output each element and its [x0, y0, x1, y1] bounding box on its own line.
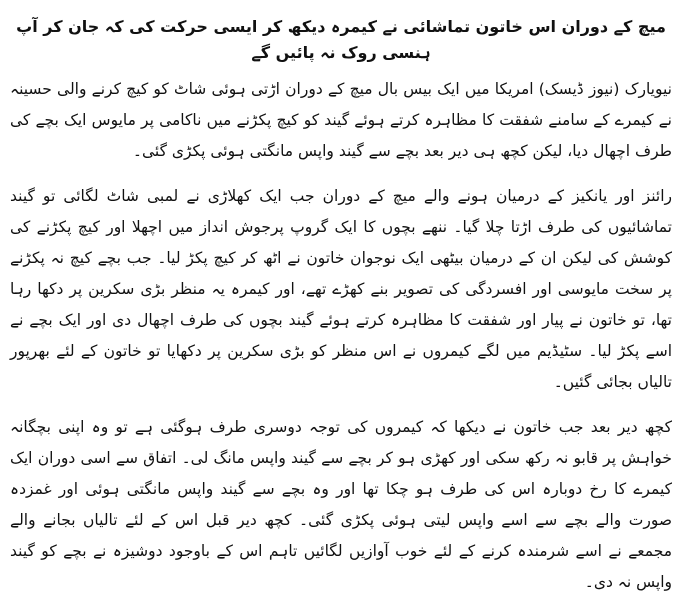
article-title: میچ کے دوران اس خاتون تماشائی نے کیمرہ دیکھ کر ایسی حرکت کی کہ جان کر آپ ہنسی روک نہ پائیں گے [16, 17, 666, 62]
article-paragraph-1: نیویارک (نیوز ڈیسک) امریکا میں ایک بیس بال میچ کے دوران اڑتی ہوئی شاٹ کو کیچ کرنے والی حسینہ نے کیمرے کے سامنے شفقت کا مظاہرہ کرتے ہوئے گیند کو کیچ پکڑنے میں ناکامی پر مایوس ایک بچے کی طرف اچھال دیا، لیکن کچھ ہی دیر بعد بچے سے گیند واپس مانگتی ہوئی پکڑی گئی۔ [10, 80, 672, 160]
article [10, 14, 672, 612]
article-paragraph-2: رائنز اور یانکیز کے درمیان ہونے والے میچ کے دوران جب ایک کھلاڑی نے لمبی شاٹ لگائی تو گیند تماشائیوں کی طرف اڑتا چلا گیا۔ ننھے بچوں کا ایک گروپ پرجوش انداز میں اچھلا اور کیچ پکڑنے کی کوشش کی لیکن ان کے درمیان بیٹھی ایک نوجوان خاتون نے اٹھ کر کیچ پکڑ لیا۔ جب بچے کیچ نہ پکڑنے پر سخت مایوسی اور افسردگی کی تصویر بنے کھڑے تھے، اور کیمرہ یہ منظر بڑی سکرین پر دکھا رہا تھا، تو خاتون نے پیار اور شفقت کا مظاہرہ کرتے ہوئے گیند بچوں کی طرف اچھال دی اور ایک بچے نے اسے پکڑ لیا۔ سٹیڈیم میں لگے کیمروں نے اس منظر کو بڑی سکرین پر دکھایا تو خاتون کے لئے بھرپور تالیاں بجائی گئیں۔ [10, 187, 672, 391]
article-paragraph-3: کچھ دیر بعد جب خاتون نے دیکھا کہ کیمروں کی توجہ دوسری طرف ہوگئی ہے تو وہ اپنی بچگانہ خواہش پر قابو نہ رکھ سکی اور کھڑی ہو کر بچے سے گیند واپس مانگ لی۔ اتفاق سے اسی دوران ایک کیمرے کا رخ دوبارہ اس کی طرف ہو چکا تھا اور وہ بچے سے گیند واپس مانگتی ہوئی اور غمزدہ صورت والے بچے سے اسے واپس لیتی ہوئی پکڑی گئی۔ کچھ دیر قبل اس کے لئے تالیاں بجانے والے مجمعے نے اسے شرمندہ کرنے کے لئے خوب آوازیں لگائیں تاہم اس کے باوجود دوشیزہ نے بچے کو گیند واپس نہ دی۔ [10, 418, 672, 591]
